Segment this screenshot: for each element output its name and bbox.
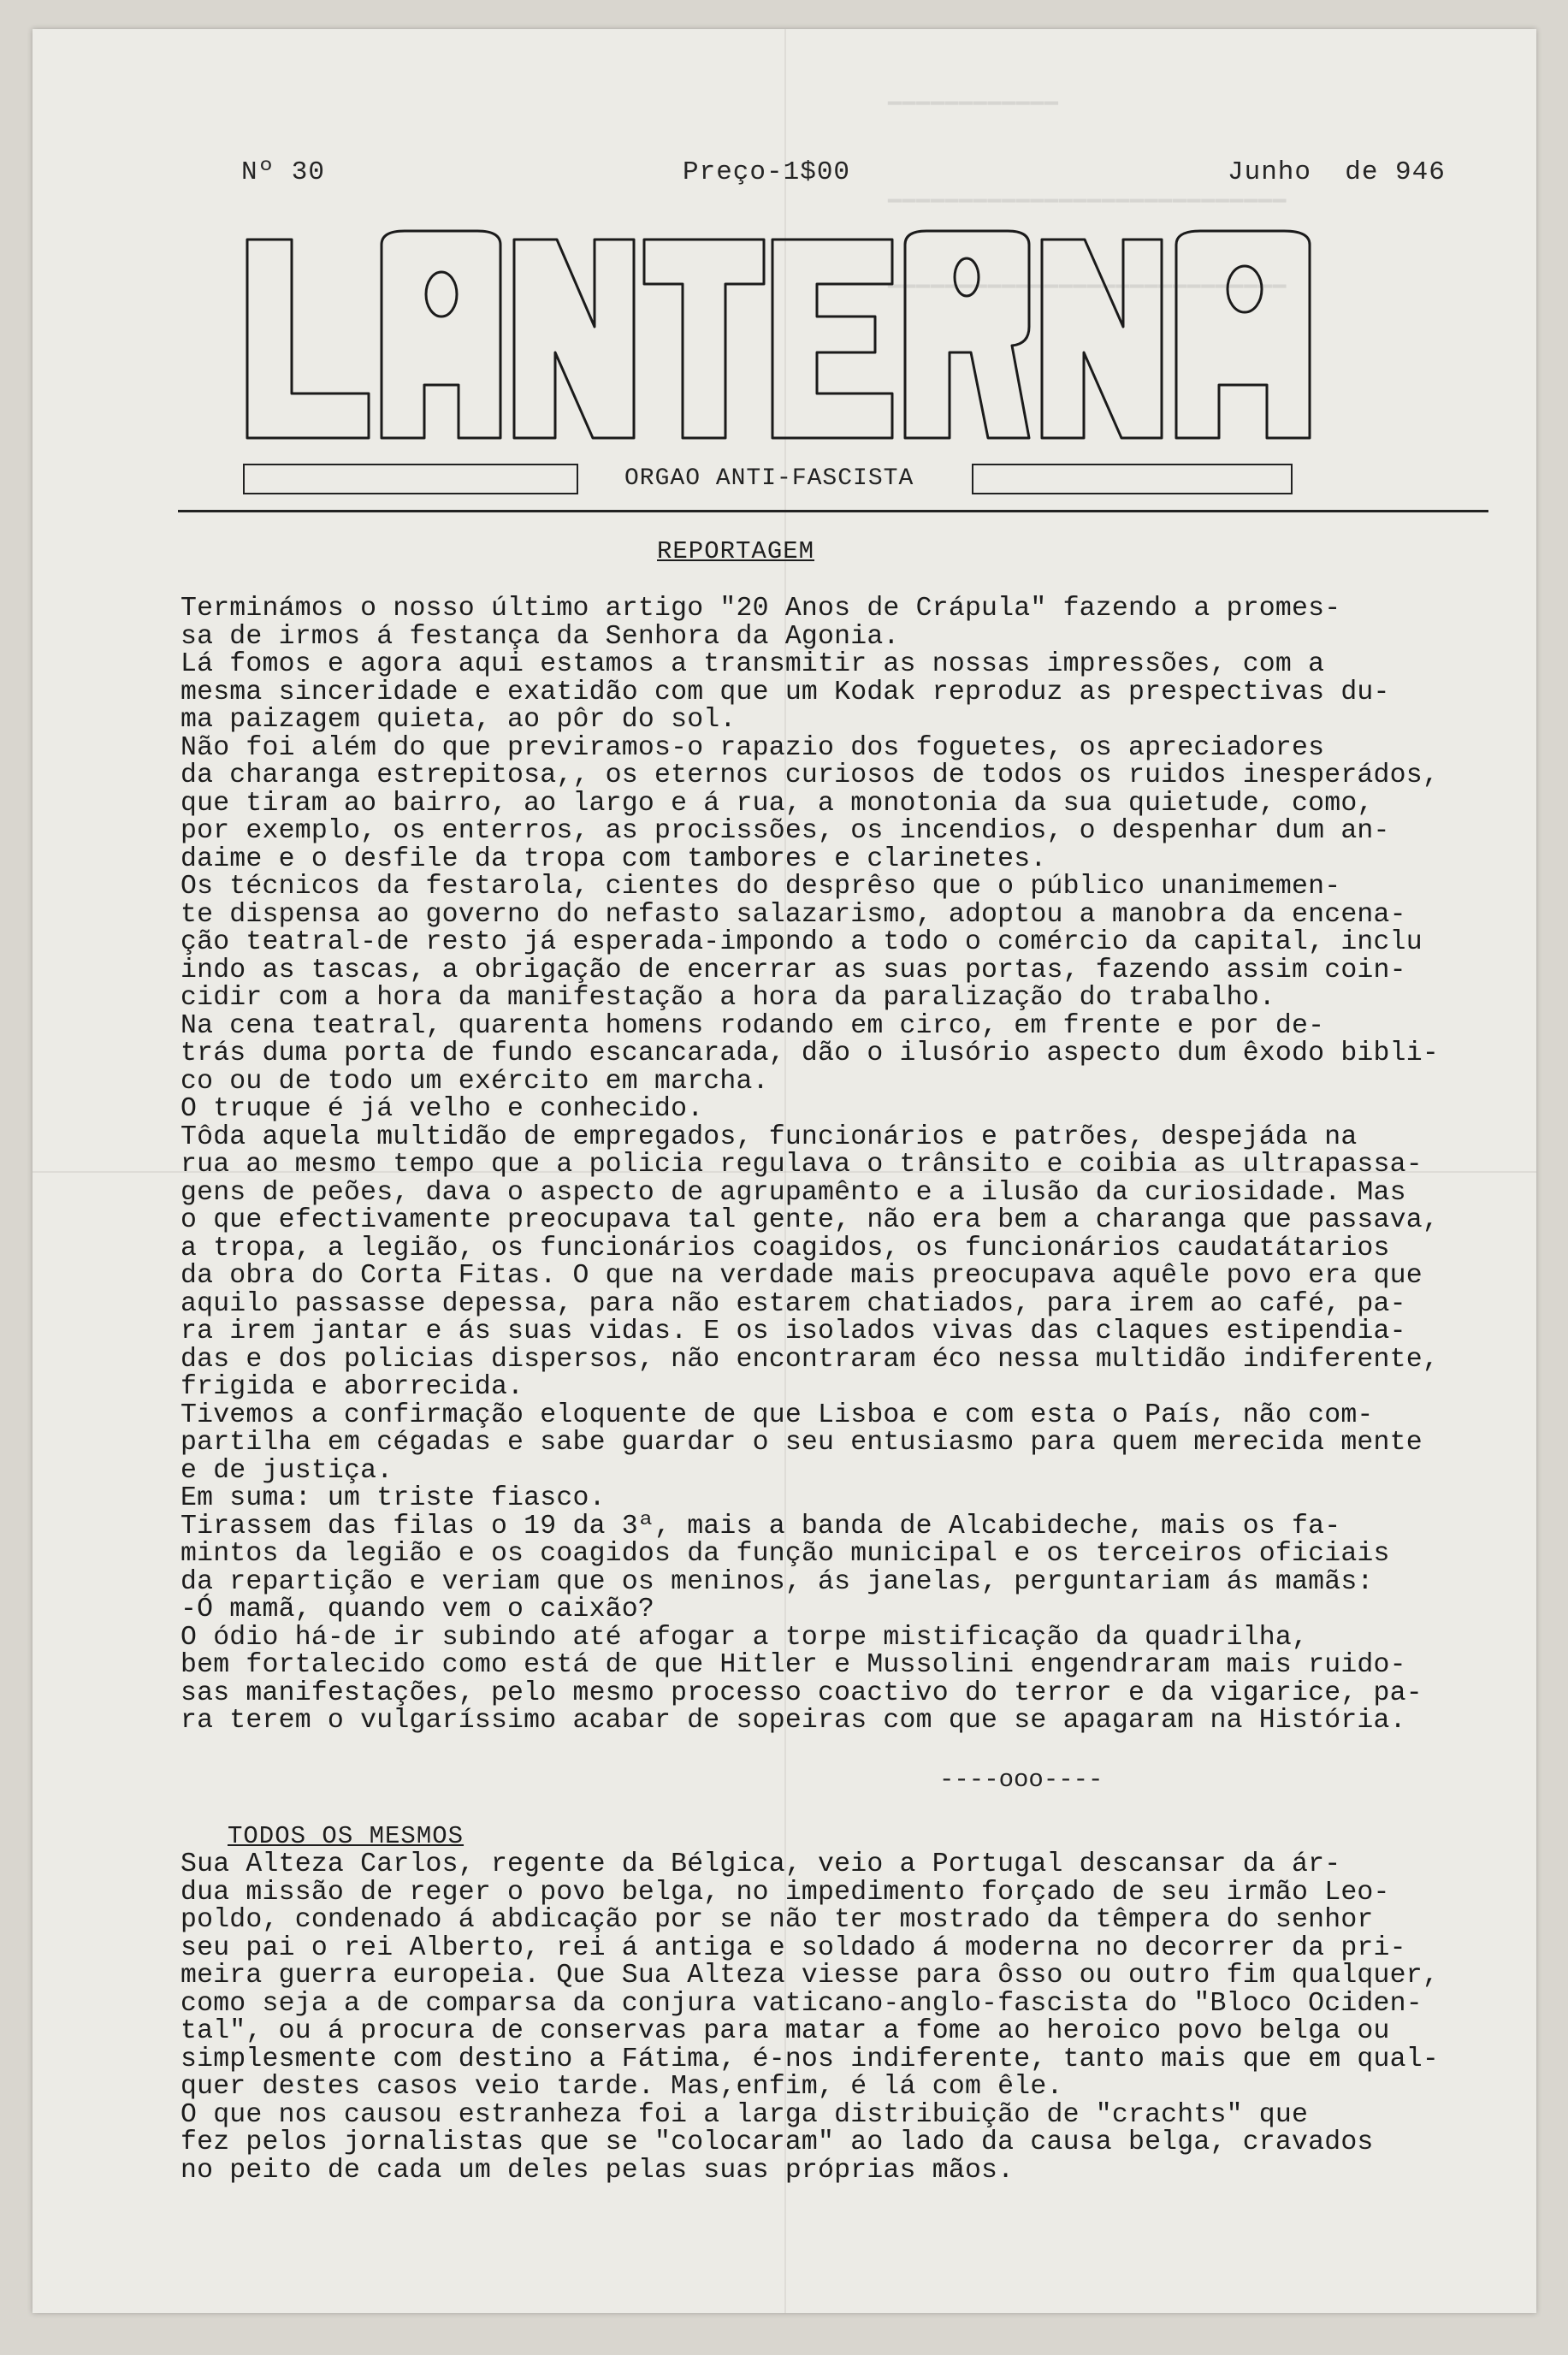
text-line: da charanga estrepitosa,, os eternos curiosos de todos os ruidos inesperádos, — [180, 760, 1439, 790]
text-line: seu pai o rei Alberto, rei á antiga e soldado á moderna no decorrer da pri- — [180, 1932, 1406, 1963]
text-line: daime e o desfile da tropa com tambores e clarinetes. — [180, 843, 1047, 874]
header-rule — [178, 510, 1488, 512]
text-line: simplesmente com destino a Fátima, é-nos indiferente, tanto mais que em qual- — [180, 2044, 1439, 2074]
text-line: Tivemos a confirmação eloquente de que Lisboa e com esta o País, não com- — [180, 1399, 1374, 1430]
text-line: das e dos policias dispersos, não encontraram éco nessa multidão indiferente, — [180, 1344, 1439, 1375]
price: Preço-1$00 — [683, 157, 851, 187]
text-line: Sua Alteza Carlos, regente da Bélgica, veio a Portugal descansar da ár- — [180, 1849, 1341, 1879]
text-line: Na cena teatral, quarenta homens rodando em circo, em frente e por de- — [180, 1010, 1325, 1041]
text-line: que tiram ao bairro, ao largo e á rua, a monotonia da sua quietude, como, — [180, 788, 1374, 819]
text-line: dua missão de reger o povo belga, no impedimento forçado de seu irmão Leo- — [180, 1877, 1390, 1908]
article-title-reportagem: REPORTAGEM — [657, 537, 815, 565]
text-line: trás duma porta de fundo escancarada, dão o ilusório aspecto dum êxodo bibli- — [180, 1038, 1439, 1068]
text-line: Os técnicos da festarola, cientes do desprêso que o público unanimemen- — [180, 872, 1341, 902]
issue-date: Junho de 946 — [1228, 157, 1446, 187]
text-line: sas manifestações, pelo mesmo processo coactivo do terror e da vigarice, pa- — [180, 1677, 1423, 1708]
issue-number: Nº 30 — [241, 157, 326, 187]
text-line: O truque é já velho e conhecido. — [180, 1094, 704, 1124]
newspaper-page — [33, 29, 1536, 2313]
masthead-subtitle-row — [243, 459, 1340, 501]
text-line: co ou de todo um exército em marcha. — [180, 1066, 769, 1097]
masthead-logo — [242, 224, 1341, 447]
text-line: gens de peões, dava o aspecto de agrupamênto e a ilusão da curiosidade. Mas — [180, 1177, 1406, 1208]
text-line: frigida e aborrecida. — [180, 1372, 524, 1402]
text-line: bem fortalecido como está de que Hitler e Mussolini engendraram mais ruido- — [180, 1650, 1406, 1680]
text-line: da repartição e veriam que os meninos, ás janelas, perguntariam ás mamãs: — [180, 1566, 1374, 1597]
text-line: -Ó mamã, quando vem o caixão? — [180, 1595, 654, 1624]
text-line: ra terem o vulgaríssimo acabar de sopeiras com que se apagaram na História. — [180, 1706, 1406, 1736]
text-line: cidir com a hora da manifestação a hora da paralização do trabalho. — [180, 983, 1275, 1013]
text-line: como seja a de comparsa da conjura vaticano-anglo-fascista do "Bloco Ociden- — [180, 1988, 1423, 2019]
text-line: o que efectivamente preocupava tal gente, não era bem a charanga que passava, — [180, 1205, 1439, 1235]
text-line: indo as tascas, a obrigação de encerrar as suas portas, fazendo assim coin- — [180, 955, 1406, 985]
text-line: ma paizagem quieta, ao pôr do sol. — [180, 705, 737, 735]
text-line: fez pelos jornalistas que se "colocaram" ao lado da causa belga, cravados — [180, 2127, 1374, 2157]
article-title-todos-os-mesmos: TODOS OS MESMOS — [228, 1822, 464, 1850]
article-body-reportagem — [180, 595, 1515, 1736]
text-line: meira guerra europeia. Que Sua Alteza viesse para ôsso ou outro fim qualquer, — [180, 1961, 1439, 1991]
masthead-subtitle: ORGAO ANTI-FASCISTA — [624, 465, 914, 492]
text-line: por exemplo, os enterros, as procissões, os incendios, o despenhar dum an- — [180, 816, 1390, 846]
show-through-text: ▔▔▔▔▔▔▔▔▔▔▔▔▔▔▔▔▔▔▔▔▔▔▔▔▔▔▔▔ — [888, 287, 1287, 312]
article-body-todos-os-mesmos — [180, 1851, 1515, 2185]
decorative-box-left — [243, 464, 578, 494]
text-line: Tôda aquela multidão de empregados, funcionários e patrões, despejáda na — [180, 1121, 1358, 1152]
text-line: quer destes casos veio tarde. Mas,enfim, é lá com êle. — [180, 2072, 1063, 2102]
text-line: partilha em cégadas e sabe guardar o seu entusiasmo para quem merecida mente — [180, 1428, 1423, 1458]
text-line: ção teatral-de resto já esperada-impondo a todo o comércio da capital, inclu — [180, 927, 1423, 957]
text-line: O ódio há-de ir subindo até afogar a torpe mistificação da quadrilha, — [180, 1622, 1309, 1653]
text-line: O que nos causou estranheza foi a larga distribuição de "crachts" que — [180, 2099, 1309, 2130]
text-line: mesma sinceridade e exatidão com que um Kodak reproduz as prespectivas du- — [180, 677, 1390, 707]
decorative-box-right — [972, 464, 1293, 494]
text-line: aquilo passasse depessa, para não estarem chatiados, para irem ao café, pa- — [180, 1288, 1406, 1319]
text-line: da obra do Corta Fitas. O que na verdade mais preocupava aquêle povo era que — [180, 1261, 1423, 1291]
text-line: Não foi além do que previramos-o rapazio dos foguetes, os apreciadores — [180, 732, 1325, 763]
text-line: ra irem jantar e ás suas vidas. E os isolados vivas das claques estipendia- — [180, 1317, 1406, 1346]
text-line: Terminámos o nosso último artigo "20 Anos de Crápula" fazendo a promes- — [180, 594, 1341, 624]
text-line: Tirassem das filas o 19 da 3ª, mais a banda de Alcabideche, mais os fa- — [180, 1511, 1341, 1541]
text-line: rua ao mesmo tempo que a policia regulava o trânsito e coibia as ultrapassa- — [180, 1150, 1423, 1180]
show-through-text: ▔▔▔▔▔▔▔▔▔▔▔▔ — [888, 104, 1059, 129]
text-line: a tropa, a legião, os funcionários coagidos, os funcionários caudatátarios — [180, 1233, 1390, 1263]
text-line: Em suma: um triste fiasco. — [180, 1483, 606, 1513]
text-line: poldo, condenado á abdicação por se não ter mostrado da têmpera do senhor — [180, 1905, 1374, 1935]
masthead-title — [242, 224, 1341, 447]
text-line: mintos da legião e os coagidos da função municipal e os terceiros oficiais — [180, 1539, 1390, 1569]
text-line: e de justiça. — [180, 1455, 393, 1486]
section-separator: ----ooo---- — [939, 1766, 1104, 1794]
show-through-text: ▔▔▔▔▔▔▔▔▔▔▔▔▔▔▔▔▔▔▔▔▔▔▔▔▔▔▔▔ — [888, 201, 1287, 227]
text-line: sa de irmos á festança da Senhora da Agonia. — [180, 621, 900, 652]
text-line: te dispensa ao governo do nefasto salazarismo, adoptou a manobra da encena- — [180, 899, 1406, 930]
text-line: tal", ou á procura de conservas para matar a fome ao heroico povo belga ou — [180, 2016, 1390, 2046]
text-line: no peito de cada um deles pelas suas próprias mãos. — [180, 2155, 1015, 2186]
text-line: Lá fomos e agora aqui estamos a transmitir as nossas impressões, com a — [180, 649, 1325, 679]
